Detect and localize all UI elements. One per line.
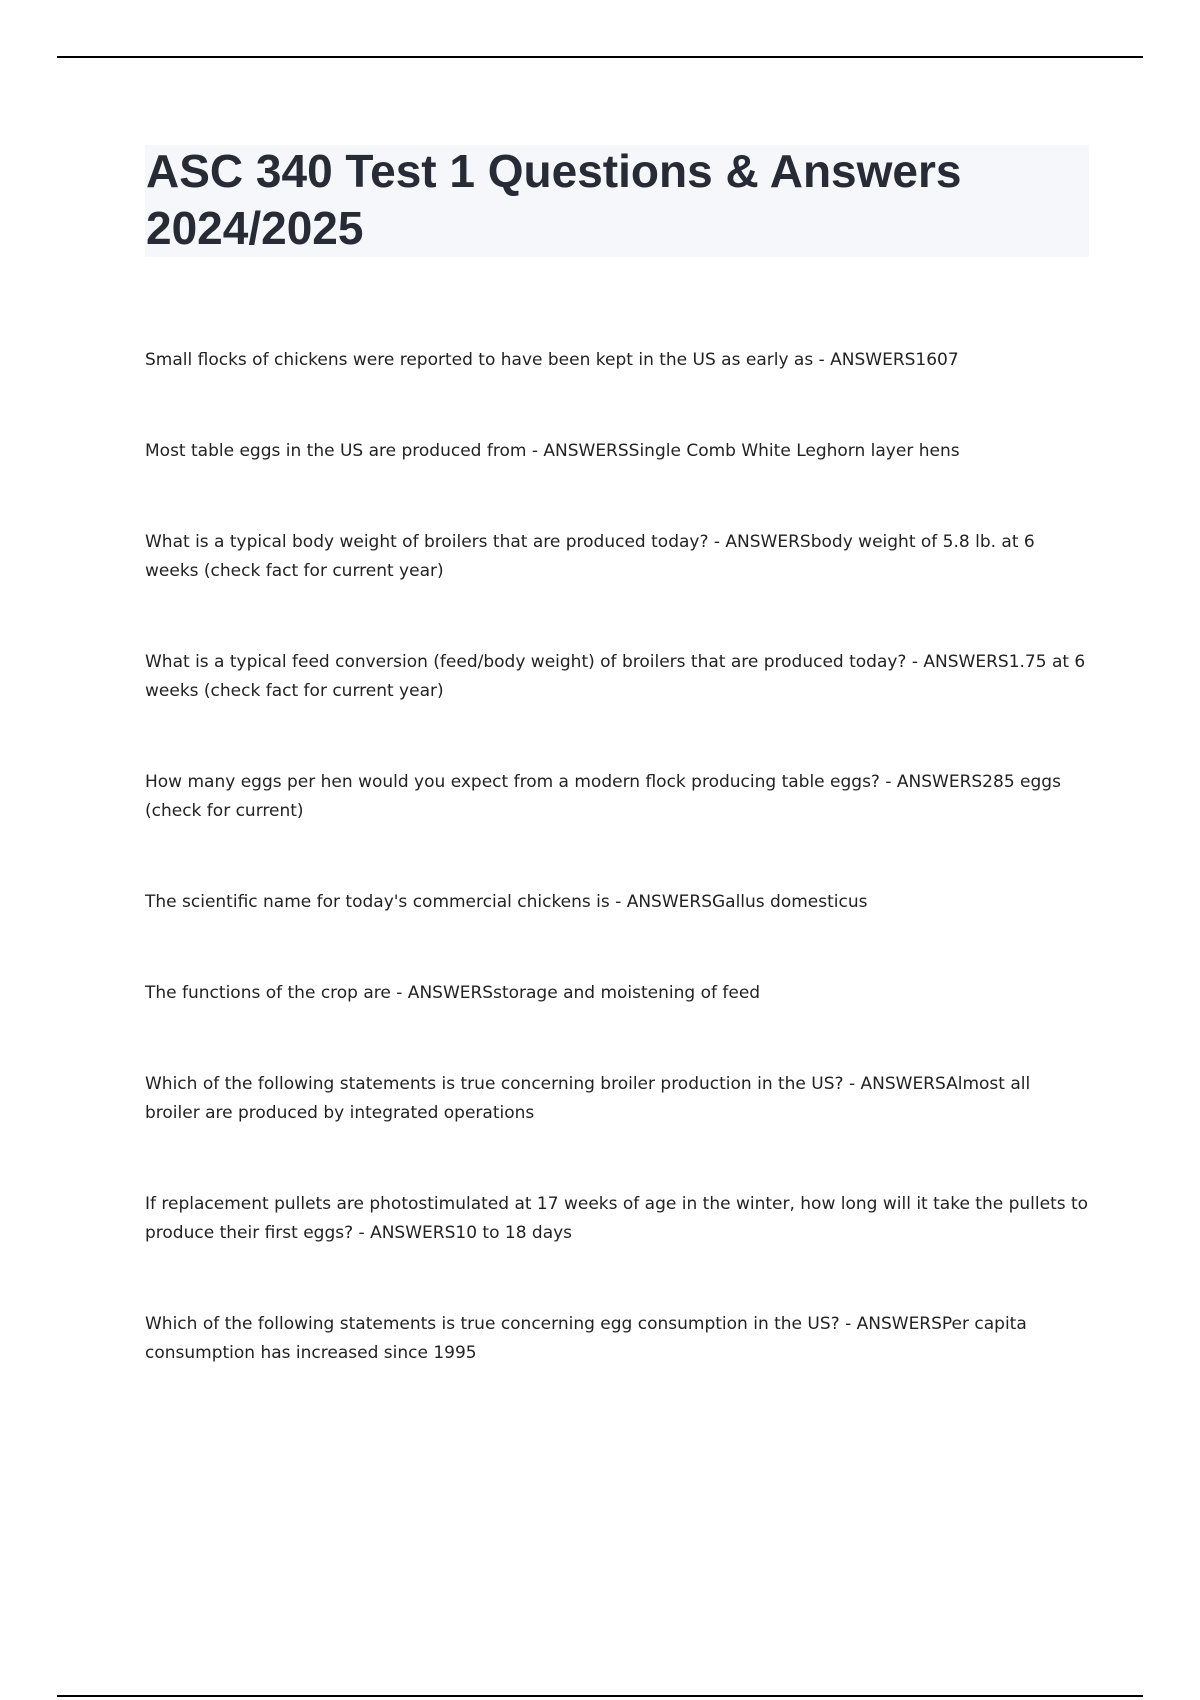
qa-item: Small flocks of chickens were reported to have been kept in the US as early as - ANSWERS1607 [145, 350, 959, 370]
qa-item: Most table eggs in the US are produced from - ANSWERSSingle Comb White Leghorn layer hens [145, 441, 960, 461]
qa-item: How many eggs per hen would you expect from a modern flock producing table eggs? - ANSWERS285 eggs (check for current) [145, 772, 1061, 821]
page-title: ASC 340 Test 1 Questions & Answers 2024/2025 [146, 145, 962, 254]
bottom-divider [57, 1695, 1143, 1697]
top-divider [57, 56, 1143, 58]
qa-item: Which of the following statements is true concerning egg consumption in the US? - ANSWERSPer capita consumption has increased since 1995 [145, 1314, 1027, 1363]
qa-item: Which of the following statements is true concerning broiler production in the US? - ANSWERSAlmost all broiler are produced by integrated operations [145, 1074, 1031, 1123]
qa-item: The functions of the crop are - ANSWERSstorage and moistening of feed [145, 983, 761, 1003]
qa-item: If replacement pullets are photostimulated at 17 weeks of age in the winter, how long will it take the pullets to produce their first eggs? - ANSWERS10 to 18 days [145, 1194, 1089, 1243]
qa-item: The scientific name for today's commercial chickens is - ANSWERSGallus domesticus [145, 892, 868, 912]
qa-item: What is a typical body weight of broilers that are produced today? - ANSWERSbody weight of 5.8 lb. at 6 weeks (check fact for current year) [145, 532, 1035, 581]
qa-list [145, 346, 1090, 1430]
qa-item: What is a typical feed conversion (feed/body weight) of broilers that are produced today? - ANSWERS1.75 at 6 weeks (check fact for current year) [145, 652, 1086, 701]
